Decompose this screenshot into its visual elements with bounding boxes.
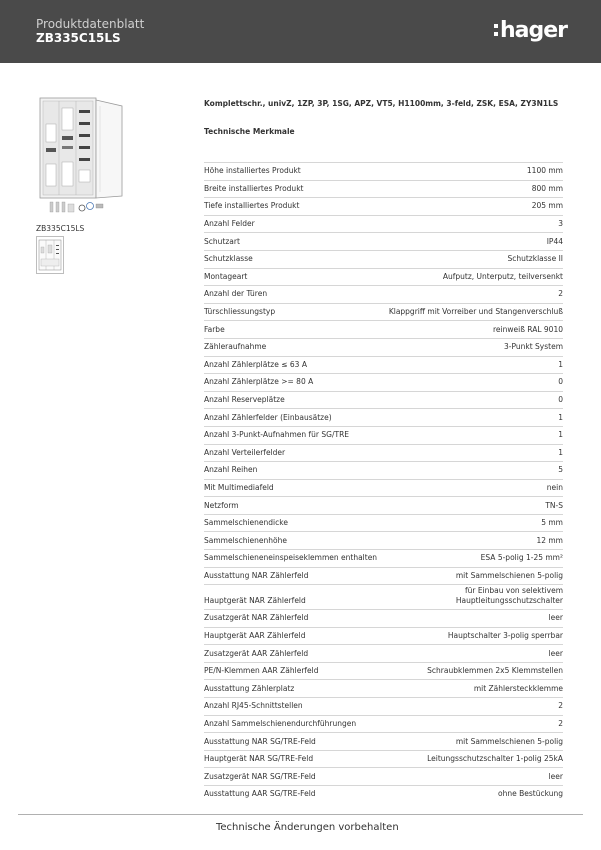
spec-value: 0 xyxy=(384,391,564,409)
spec-label: Farbe xyxy=(204,321,384,339)
spec-label: Anzahl Verteilerfelder xyxy=(204,444,384,462)
spec-row xyxy=(204,532,563,550)
spec-row xyxy=(204,268,563,286)
spec-row xyxy=(204,645,563,663)
spec-value: Klappgriff mit Vorreiber und Stangenverschluß xyxy=(384,303,564,321)
spec-value: leer xyxy=(384,610,564,628)
spec-row xyxy=(204,550,563,568)
spec-label: Anzahl der Türen xyxy=(204,286,384,304)
spec-row xyxy=(204,163,563,181)
document-type: Produktdatenblatt xyxy=(36,17,145,31)
spec-row xyxy=(204,698,563,716)
spec-row xyxy=(204,662,563,680)
spec-label: Anzahl Zählerfelder (Einbausätze) xyxy=(204,409,384,427)
spec-row xyxy=(204,462,563,480)
spec-label: Ausstattung NAR Zählerfeld xyxy=(204,567,384,585)
spec-label: Mit Multimediafeld xyxy=(204,479,384,497)
spec-label: PE/N-Klemmen AAR Zählerfeld xyxy=(204,662,384,680)
spec-row xyxy=(204,250,563,268)
section-title: Technische Merkmale xyxy=(204,127,295,136)
brand-logo xyxy=(494,16,567,44)
spec-label: Höhe installiertes Produkt xyxy=(204,163,384,181)
spec-row xyxy=(204,497,563,515)
header-product-code: ZB335C15LS xyxy=(36,31,121,45)
spec-row xyxy=(204,233,563,251)
spec-label: Montageart xyxy=(204,268,384,286)
spec-label: Sammelschienendicke xyxy=(204,514,384,532)
spec-label: Netzform xyxy=(204,497,384,515)
spec-label: Hauptgerät AAR Zählerfeld xyxy=(204,627,384,645)
spec-table xyxy=(204,162,563,803)
spec-value: ESA 5-polig 1-25 mm² xyxy=(384,550,564,568)
spec-value: leer xyxy=(384,768,564,786)
spec-value: Hauptschalter 3-polig sperrbar xyxy=(384,627,564,645)
spec-label: Zähleraufnahme xyxy=(204,338,384,356)
spec-row xyxy=(204,627,563,645)
spec-label: Anzahl Reserveplätze xyxy=(204,391,384,409)
spec-value: mit Zählersteckklemme xyxy=(384,680,564,698)
spec-value: 1100 mm xyxy=(384,163,564,181)
spec-value: 1 xyxy=(384,409,564,427)
spec-value: 2 xyxy=(384,715,564,733)
spec-row xyxy=(204,426,563,444)
spec-label: Anzahl Zählerplätze >= 80 A xyxy=(204,374,384,392)
spec-value: 5 mm xyxy=(384,514,564,532)
spec-label: Sammelschienenhöhe xyxy=(204,532,384,550)
spec-row xyxy=(204,610,563,628)
spec-value: leer xyxy=(384,645,564,663)
spec-value: 5 xyxy=(384,462,564,480)
spec-label: Schutzklasse xyxy=(204,250,384,268)
product-image xyxy=(36,96,124,218)
spec-label: Tiefe installiertes Produkt xyxy=(204,198,384,216)
spec-label: Zusatzgerät NAR Zählerfeld xyxy=(204,610,384,628)
footer-note: Technische Änderungen vorbehalten xyxy=(216,822,399,833)
spec-value: 3-Punkt System xyxy=(384,338,564,356)
spec-value: 0 xyxy=(384,374,564,392)
spec-label: Anzahl 3-Punkt-Aufnahmen für SG/TRE xyxy=(204,426,384,444)
spec-value: 1 xyxy=(384,426,564,444)
spec-label: Breite installiertes Produkt xyxy=(204,180,384,198)
spec-value: 2 xyxy=(384,286,564,304)
spec-row xyxy=(204,479,563,497)
spec-row xyxy=(204,680,563,698)
spec-row xyxy=(204,768,563,786)
spec-row xyxy=(204,567,563,585)
spec-value: IP44 xyxy=(384,233,564,251)
spec-row xyxy=(204,444,563,462)
spec-label: Sammelschieneneinspeiseklemmen enthalten xyxy=(204,550,384,568)
spec-row xyxy=(204,374,563,392)
spec-label: Ausstattung AAR SG/TRE-Feld xyxy=(204,785,384,802)
thumbnail-image[interactable] xyxy=(36,236,64,274)
spec-label: Ausstattung Zählerplatz xyxy=(204,680,384,698)
product-description: Komplettschr., univZ, 1ZP, 3P, 1SG, APZ, VT5, H1100mm, 3-feld, ZSK, ESA, ZY3N1LS xyxy=(204,99,559,108)
spec-row xyxy=(204,215,563,233)
spec-value: ohne Bestückung xyxy=(384,785,564,802)
spec-row xyxy=(204,180,563,198)
spec-row xyxy=(204,585,563,610)
spec-value: Schraubklemmen 2x5 Klemmstellen xyxy=(384,662,564,680)
spec-value: mit Sammelschienen 5-polig xyxy=(384,567,564,585)
spec-label: Zusatzgerät AAR Zählerfeld xyxy=(204,645,384,663)
spec-value: Aufputz, Unterputz, teilversenkt xyxy=(384,268,564,286)
image-caption: ZB335C15LS xyxy=(36,224,85,233)
spec-label: Ausstattung NAR SG/TRE-Feld xyxy=(204,733,384,751)
spec-value: 1 xyxy=(384,444,564,462)
spec-row xyxy=(204,338,563,356)
page-header xyxy=(0,0,601,63)
spec-label: Hauptgerät NAR SG/TRE-Feld xyxy=(204,750,384,768)
spec-value: 1 xyxy=(384,356,564,374)
spec-row xyxy=(204,785,563,802)
spec-value: 12 mm xyxy=(384,532,564,550)
spec-row xyxy=(204,356,563,374)
footer-divider xyxy=(18,814,583,815)
spec-value: Leitungsschutzschalter 1-polig 25kA xyxy=(384,750,564,768)
spec-label: Anzahl Zählerplätze ≤ 63 A xyxy=(204,356,384,374)
spec-label: Anzahl Reihen xyxy=(204,462,384,480)
spec-row xyxy=(204,514,563,532)
spec-value: 800 mm xyxy=(384,180,564,198)
spec-row xyxy=(204,409,563,427)
spec-row xyxy=(204,750,563,768)
spec-label: Schutzart xyxy=(204,233,384,251)
brand-name: hager xyxy=(500,17,568,43)
spec-row xyxy=(204,733,563,751)
spec-label: Türschliessungstyp xyxy=(204,303,384,321)
spec-row xyxy=(204,715,563,733)
spec-row xyxy=(204,198,563,216)
spec-label: Hauptgerät NAR Zählerfeld xyxy=(204,585,384,610)
spec-value: mit Sammelschienen 5-polig xyxy=(384,733,564,751)
spec-label: Anzahl Sammelschienendurchführungen xyxy=(204,715,384,733)
spec-row xyxy=(204,321,563,339)
spec-row xyxy=(204,286,563,304)
spec-value: TN-S xyxy=(384,497,564,515)
spec-value: reinweiß RAL 9010 xyxy=(384,321,564,339)
spec-value: 2 xyxy=(384,698,564,716)
spec-value: für Einbau von selektivem Hauptleitungsschutzschalter xyxy=(384,585,564,610)
spec-value: 205 mm xyxy=(384,198,564,216)
spec-value: nein xyxy=(384,479,564,497)
spec-value: Schutzklasse II xyxy=(384,250,564,268)
spec-label: Anzahl RJ45-Schnittstellen xyxy=(204,698,384,716)
spec-row xyxy=(204,303,563,321)
logo-colon-icon xyxy=(494,22,498,38)
spec-label: Zusatzgerät NAR SG/TRE-Feld xyxy=(204,768,384,786)
spec-label: Anzahl Felder xyxy=(204,215,384,233)
spec-value: 3 xyxy=(384,215,564,233)
spec-row xyxy=(204,391,563,409)
